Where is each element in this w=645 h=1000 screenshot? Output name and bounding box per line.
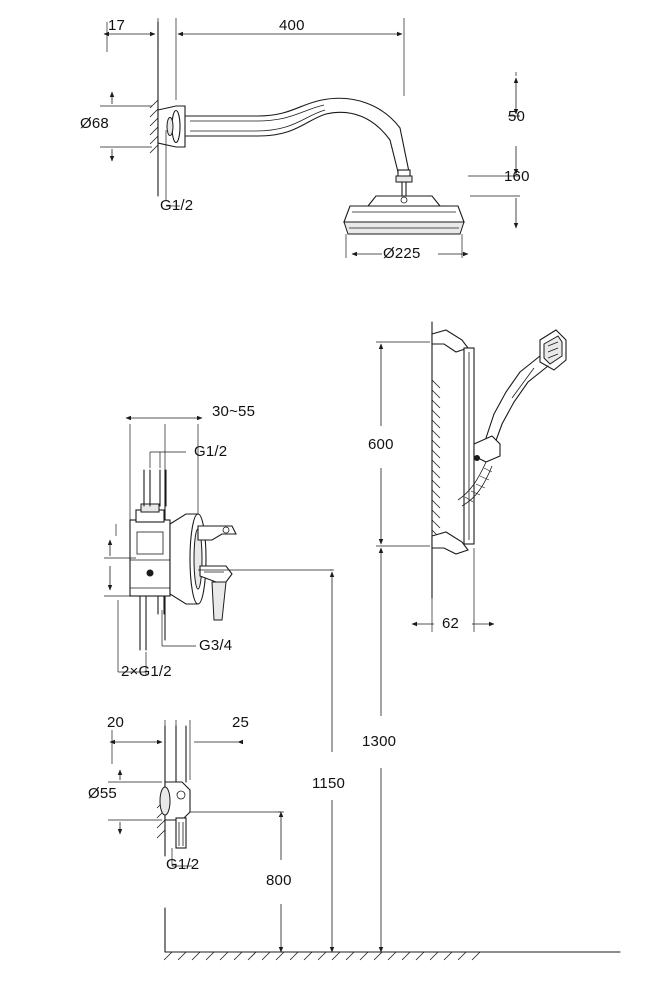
dim-label-800: 800 — [266, 872, 292, 889]
dim-label-diameter-225: Ø225 — [383, 245, 421, 262]
dim-label-thread-2xg12: 2×G1/2 — [121, 663, 172, 680]
dim-label-1300: 1300 — [362, 733, 397, 750]
dim-label-160: 160 — [504, 168, 530, 185]
dim-label-25: 25 — [232, 714, 250, 731]
dim-label-thread-g12-outlet: G1/2 — [166, 856, 200, 873]
dim-label-thread-g12-overhead: G1/2 — [160, 197, 194, 214]
floor-reference — [164, 908, 620, 960]
dim-label-62: 62 — [442, 615, 460, 632]
dim-label-30-55: 30~55 — [212, 403, 256, 420]
dim-label-50: 50 — [508, 108, 526, 125]
dim-label-diameter-68: Ø68 — [80, 115, 109, 132]
slide-bar-assembly — [432, 322, 566, 598]
dim-label-17: 17 — [108, 17, 126, 34]
overhead-shower-assembly — [150, 22, 464, 234]
outlet-assembly — [157, 726, 190, 856]
dim-label-thread-g12-mixer: G1/2 — [194, 443, 228, 460]
dim-label-20: 20 — [107, 714, 125, 731]
dim-label-diameter-55: Ø55 — [88, 785, 117, 802]
dim-label-600: 600 — [368, 436, 394, 453]
dim-label-400: 400 — [279, 17, 305, 34]
mixer-valve-assembly — [130, 470, 236, 650]
dim-label-thread-g34: G3/4 — [199, 637, 233, 654]
slide-bar-dimensions — [190, 342, 494, 952]
dim-label-1150: 1150 — [312, 775, 346, 792]
